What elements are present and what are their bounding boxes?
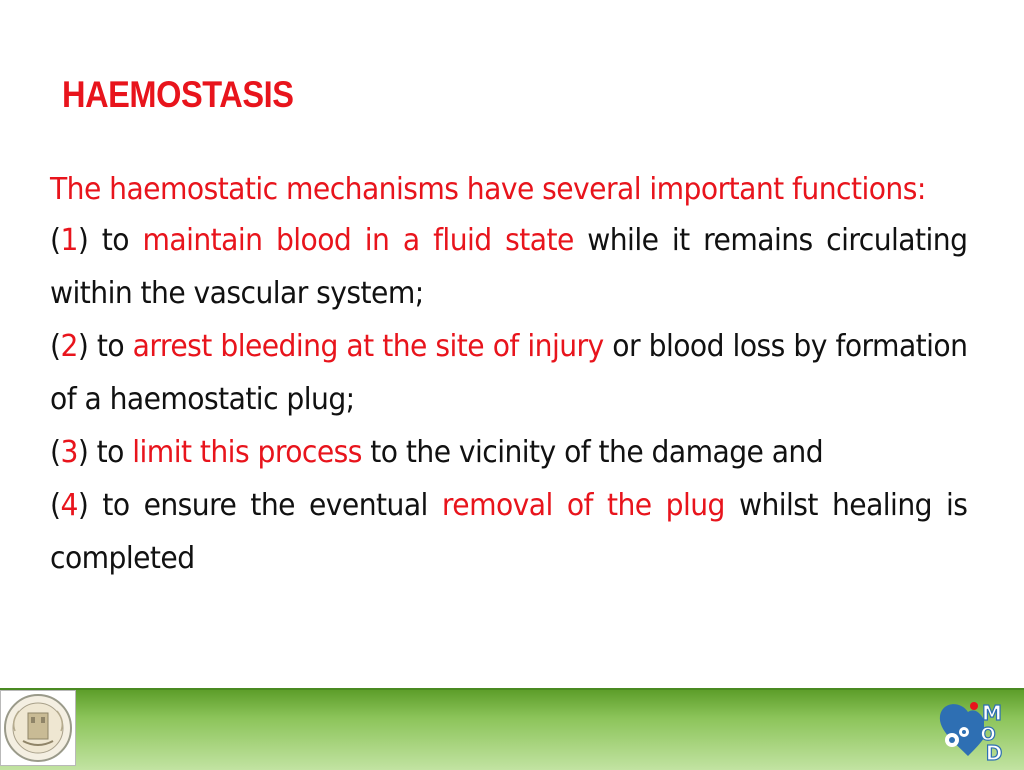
item-lead: ) to (77, 223, 143, 258)
item-number: 2 (60, 329, 78, 364)
item-lead: ) to (77, 329, 133, 364)
item-rest: to the vicinity of the damage and (361, 435, 824, 470)
item-rest: whilst healing is completed (50, 488, 968, 576)
slide-title: HAEMOSTASIS (62, 74, 294, 115)
item-open-paren: ( (50, 329, 61, 364)
item-open-paren: ( (50, 223, 61, 258)
item-highlight: removal of the plug (441, 488, 725, 523)
slide-body (50, 166, 967, 585)
item-rest: while it remains circulating within the vascular system; (50, 223, 968, 311)
mod-logo-icon (934, 698, 1014, 764)
item-rest: or blood loss by formation of a haemostatic plug; (50, 329, 968, 417)
university-seal-icon (0, 690, 76, 766)
item-open-paren: ( (50, 488, 61, 523)
logo-letter-d: D (985, 741, 1003, 764)
item-lead: ) to ensure the eventual (77, 488, 442, 523)
logo-letter-m: M (982, 701, 1002, 725)
logo-letter-o: O (980, 724, 996, 745)
footer-bar (0, 688, 1024, 770)
item-number: 4 (60, 488, 78, 523)
item-lead: ) to (77, 435, 133, 470)
item-open-paren: ( (50, 435, 61, 470)
item-highlight: limit this process (132, 435, 362, 470)
intro-text: The haemostatic mechanisms have several important functions: (50, 172, 926, 207)
function-item-3 (50, 426, 967, 479)
item-number: 1 (60, 223, 78, 258)
item-highlight: maintain blood in a fluid state (142, 223, 574, 258)
function-item-1 (50, 214, 967, 320)
function-item-2 (50, 320, 967, 426)
item-highlight: arrest bleeding at the site of injury (132, 329, 604, 364)
item-number: 3 (60, 435, 78, 470)
function-item-4 (50, 479, 967, 585)
